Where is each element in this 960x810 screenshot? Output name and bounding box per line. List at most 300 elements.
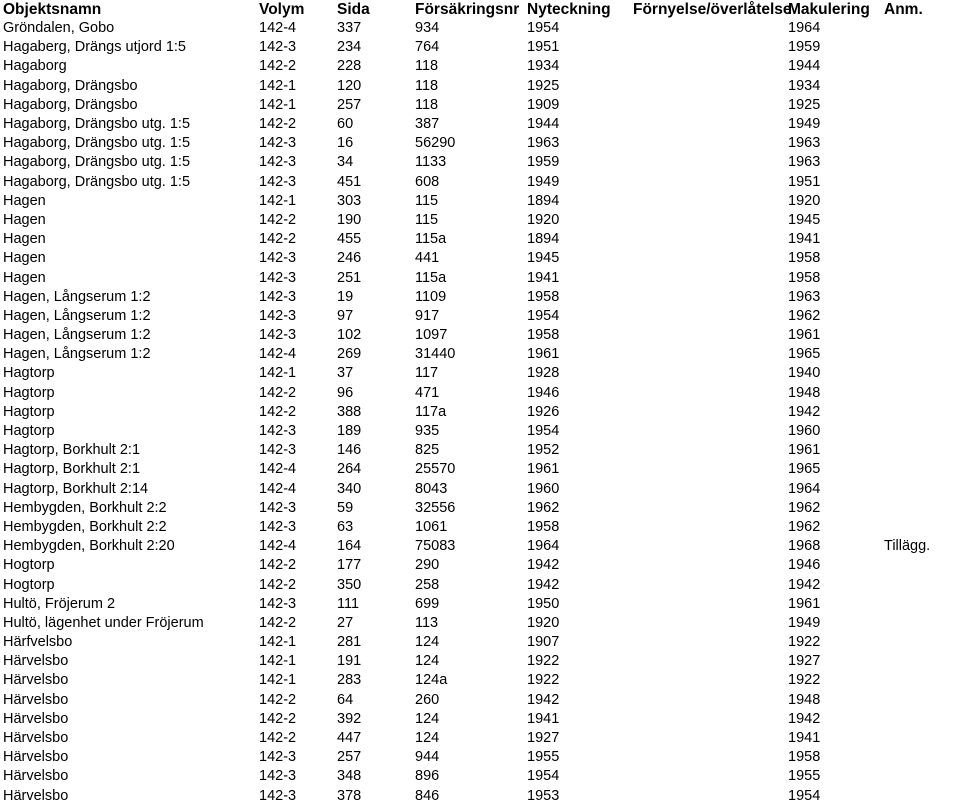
cell-sida: 34 xyxy=(337,154,354,171)
cell-objektsnamn: Härfvelsbo xyxy=(3,634,73,651)
cell-forsakringsnr: 31440 xyxy=(415,346,456,363)
table-row xyxy=(0,710,960,729)
cell-volym: 142-3 xyxy=(259,288,297,305)
cell-volym: 142-4 xyxy=(259,538,297,555)
cell-fornyelse xyxy=(630,595,785,614)
cell-sida: 257 xyxy=(337,749,362,766)
cell-forsakringsnr: 471 xyxy=(415,384,440,401)
cell-fornyelse xyxy=(630,729,785,748)
cell-makulering: 1958 xyxy=(788,250,821,267)
cell-forsakringsnr: 25570 xyxy=(415,461,456,478)
cell-fornyelse xyxy=(630,230,785,249)
table-row xyxy=(0,307,960,326)
cell-objektsnamn: Hagaborg xyxy=(3,58,67,75)
table-row xyxy=(0,230,960,249)
cell-sida: 350 xyxy=(337,576,362,593)
cell-forsakringsnr: 124 xyxy=(415,730,440,747)
cell-volym: 142-3 xyxy=(259,595,297,612)
table-row xyxy=(0,480,960,499)
cell-volym: 142-1 xyxy=(259,634,297,651)
table-row xyxy=(0,575,960,594)
table-header xyxy=(0,0,960,19)
cell-forsakringsnr: 608 xyxy=(415,173,440,190)
cell-forsakringsnr: 1133 xyxy=(415,154,447,171)
cell-fornyelse xyxy=(630,460,785,479)
cell-anm xyxy=(881,441,960,460)
cell-forsakringsnr: 124 xyxy=(415,710,440,727)
cell-fornyelse xyxy=(630,364,785,383)
cell-makulering: 1965 xyxy=(788,461,821,478)
table-row xyxy=(0,211,960,230)
cell-forsakringsnr: 441 xyxy=(415,250,440,267)
cell-objektsnamn: Hembygden, Borkhult 2:20 xyxy=(3,538,175,555)
cell-forsakringsnr: 260 xyxy=(415,691,440,708)
header-row xyxy=(0,0,960,19)
cell-fornyelse xyxy=(630,345,785,364)
cell-makulering: 1945 xyxy=(788,211,821,228)
table-row xyxy=(0,77,960,96)
cell-forsakringsnr: 32556 xyxy=(415,499,456,516)
cell-fornyelse xyxy=(630,575,785,594)
table-row xyxy=(0,748,960,767)
cell-sida: 177 xyxy=(337,557,362,574)
cell-makulering: 1962 xyxy=(788,518,821,535)
cell-nyteckning: 1922 xyxy=(527,672,560,689)
cell-objektsnamn: Hagtorp xyxy=(3,365,55,382)
cell-anm xyxy=(881,480,960,499)
cell-volym: 142-2 xyxy=(259,576,297,593)
cell-forsakringsnr: 917 xyxy=(415,307,440,324)
cell-objektsnamn: Hagtorp xyxy=(3,423,55,440)
cell-volym: 142-3 xyxy=(259,154,297,171)
cell-volym: 142-2 xyxy=(259,384,297,401)
cell-volym: 142-1 xyxy=(259,96,297,113)
cell-makulering: 1941 xyxy=(788,730,821,747)
cell-fornyelse xyxy=(630,96,785,115)
cell-fornyelse xyxy=(630,518,785,537)
cell-fornyelse xyxy=(630,422,785,441)
cell-anm xyxy=(881,211,960,230)
cell-makulering: 1958 xyxy=(788,749,821,766)
table-row xyxy=(0,384,960,403)
cell-sida: 146 xyxy=(337,442,362,459)
cell-sida: 96 xyxy=(337,384,354,401)
cell-nyteckning: 1941 xyxy=(527,710,560,727)
cell-anm xyxy=(881,96,960,115)
cell-fornyelse xyxy=(630,441,785,460)
cell-anm xyxy=(881,556,960,575)
column-header-anm: Anm. xyxy=(884,0,923,18)
cell-forsakringsnr: 764 xyxy=(415,39,440,56)
cell-volym: 142-4 xyxy=(259,20,297,37)
cell-anm xyxy=(881,614,960,633)
cell-makulering: 1946 xyxy=(788,557,821,574)
cell-objektsnamn: Hagtorp, Borkhult 2:1 xyxy=(3,461,141,478)
column-header-nyteckning: Nyteckning xyxy=(527,0,611,18)
column-header-volym: Volym xyxy=(259,0,305,18)
cell-forsakringsnr: 846 xyxy=(415,787,440,804)
cell-makulering: 1962 xyxy=(788,499,821,516)
cell-sida: 102 xyxy=(337,327,362,344)
cell-volym: 142-3 xyxy=(259,787,297,804)
cell-objektsnamn: Hagaborg, Drängsbo utg. 1:5 xyxy=(3,173,191,190)
cell-objektsnamn: Gröndalen, Gobo xyxy=(3,20,115,37)
cell-volym: 142-4 xyxy=(259,461,297,478)
table-row xyxy=(0,96,960,115)
cell-forsakringsnr: 699 xyxy=(415,595,440,612)
cell-objektsnamn: Hembygden, Borkhult 2:2 xyxy=(3,499,167,516)
cell-nyteckning: 1960 xyxy=(527,480,560,497)
cell-makulering: 1942 xyxy=(788,710,821,727)
cell-anm xyxy=(881,460,960,479)
cell-makulering: 1949 xyxy=(788,116,821,133)
cell-makulering: 1927 xyxy=(788,653,821,670)
cell-sida: 257 xyxy=(337,96,362,113)
cell-nyteckning: 1894 xyxy=(527,231,560,248)
column-header-objektsnamn: Objektsnamn xyxy=(3,0,102,18)
table-row xyxy=(0,19,960,38)
cell-forsakringsnr: 124 xyxy=(415,634,440,651)
cell-nyteckning: 1946 xyxy=(527,384,560,401)
cell-makulering: 1961 xyxy=(788,327,821,344)
cell-sida: 451 xyxy=(337,173,362,190)
cell-anm xyxy=(881,499,960,518)
cell-volym: 142-3 xyxy=(259,39,297,56)
cell-nyteckning: 1942 xyxy=(527,691,560,708)
cell-sida: 337 xyxy=(337,20,362,37)
cell-volym: 142-4 xyxy=(259,346,297,363)
cell-objektsnamn: Hagen, Långserum 1:2 xyxy=(3,327,151,344)
cell-makulering: 1922 xyxy=(788,672,821,689)
cell-objektsnamn: Härvelsbo xyxy=(3,768,69,785)
cell-makulering: 1940 xyxy=(788,365,821,382)
cell-makulering: 1942 xyxy=(788,403,821,420)
cell-nyteckning: 1954 xyxy=(527,423,560,440)
cell-anm xyxy=(881,787,960,806)
cell-anm xyxy=(881,364,960,383)
cell-makulering: 1920 xyxy=(788,192,821,209)
cell-anm xyxy=(881,671,960,690)
table-row xyxy=(0,691,960,710)
cell-nyteckning: 1953 xyxy=(527,787,560,804)
cell-objektsnamn: Hagen xyxy=(3,269,46,286)
cell-fornyelse xyxy=(630,614,785,633)
cell-anm xyxy=(881,595,960,614)
cell-sida: 59 xyxy=(337,499,354,516)
cell-objektsnamn: Härvelsbo xyxy=(3,653,69,670)
cell-anm xyxy=(881,153,960,172)
cell-makulering: 1949 xyxy=(788,614,821,631)
cell-nyteckning: 1894 xyxy=(527,192,560,209)
cell-nyteckning: 1928 xyxy=(527,365,560,382)
cell-forsakringsnr: 56290 xyxy=(415,135,456,152)
cell-volym: 142-3 xyxy=(259,749,297,766)
cell-volym: 142-3 xyxy=(259,269,297,286)
cell-fornyelse xyxy=(630,192,785,211)
cell-anm xyxy=(881,134,960,153)
cell-sida: 228 xyxy=(337,58,362,75)
cell-forsakringsnr: 290 xyxy=(415,557,440,574)
cell-sida: 283 xyxy=(337,672,362,689)
table-row xyxy=(0,441,960,460)
table-row xyxy=(0,633,960,652)
cell-objektsnamn: Hagaborg, Drängsbo utg. 1:5 xyxy=(3,116,191,133)
column-header-makulering: Makulering xyxy=(788,0,870,18)
cell-sida: 264 xyxy=(337,461,362,478)
table-row xyxy=(0,422,960,441)
cell-objektsnamn: Hultö, lägenhet under Fröjerum xyxy=(3,614,204,631)
cell-forsakringsnr: 115a xyxy=(415,231,447,248)
cell-objektsnamn: Hagaborg, Drängsbo xyxy=(3,96,138,113)
cell-nyteckning: 1925 xyxy=(527,77,560,94)
cell-fornyelse xyxy=(630,288,785,307)
cell-makulering: 1948 xyxy=(788,384,821,401)
cell-sida: 27 xyxy=(337,614,354,631)
cell-forsakringsnr: 1061 xyxy=(415,518,448,535)
cell-makulering: 1964 xyxy=(788,20,821,37)
cell-sida: 251 xyxy=(337,269,362,286)
cell-sida: 348 xyxy=(337,768,362,785)
cell-volym: 142-1 xyxy=(259,365,297,382)
cell-volym: 142-3 xyxy=(259,135,297,152)
cell-fornyelse xyxy=(630,403,785,422)
cell-volym: 142-2 xyxy=(259,211,297,228)
cell-forsakringsnr: 944 xyxy=(415,749,440,766)
cell-makulering: 1948 xyxy=(788,691,821,708)
cell-fornyelse xyxy=(630,115,785,134)
cell-forsakringsnr: 115 xyxy=(415,211,439,228)
cell-forsakringsnr: 115a xyxy=(415,269,447,286)
cell-fornyelse xyxy=(630,499,785,518)
cell-makulering: 1961 xyxy=(788,442,821,459)
cell-makulering: 1934 xyxy=(788,77,821,94)
table-row xyxy=(0,729,960,748)
cell-sida: 246 xyxy=(337,250,362,267)
cell-forsakringsnr: 825 xyxy=(415,442,440,459)
cell-anm xyxy=(881,77,960,96)
cell-sida: 392 xyxy=(337,710,362,727)
cell-nyteckning: 1941 xyxy=(527,269,560,286)
cell-volym: 142-2 xyxy=(259,116,297,133)
cell-sida: 340 xyxy=(337,480,362,497)
cell-objektsnamn: Hagen, Långserum 1:2 xyxy=(3,307,151,324)
cell-sida: 189 xyxy=(337,423,362,440)
cell-objektsnamn: Hagaborg, Drängsbo utg. 1:5 xyxy=(3,154,191,171)
cell-nyteckning: 1952 xyxy=(527,442,560,459)
cell-objektsnamn: Hagen, Långserum 1:2 xyxy=(3,346,151,363)
cell-nyteckning: 1958 xyxy=(527,518,560,535)
cell-makulering: 1968 xyxy=(788,538,821,555)
table-row xyxy=(0,268,960,287)
cell-forsakringsnr: 935 xyxy=(415,423,440,440)
cell-sida: 64 xyxy=(337,691,354,708)
cell-volym: 142-1 xyxy=(259,653,297,670)
cell-volym: 142-2 xyxy=(259,231,297,248)
cell-objektsnamn: Hagen xyxy=(3,192,46,209)
cell-volym: 142-3 xyxy=(259,768,297,785)
cell-anm xyxy=(881,345,960,364)
cell-nyteckning: 1927 xyxy=(527,730,560,747)
cell-objektsnamn: Hagen, Långserum 1:2 xyxy=(3,288,151,305)
table-row xyxy=(0,767,960,786)
cell-volym: 142-2 xyxy=(259,58,297,75)
cell-objektsnamn: Härvelsbo xyxy=(3,710,69,727)
cell-anm xyxy=(881,249,960,268)
cell-objektsnamn: Hagen xyxy=(3,250,46,267)
table-row xyxy=(0,173,960,192)
cell-nyteckning: 1958 xyxy=(527,288,560,305)
cell-nyteckning: 1964 xyxy=(527,538,560,555)
cell-objektsnamn: Härvelsbo xyxy=(3,730,69,747)
cell-nyteckning: 1951 xyxy=(527,39,560,56)
cell-makulering: 1959 xyxy=(788,39,821,56)
cell-objektsnamn: Hagtorp xyxy=(3,403,55,420)
cell-nyteckning: 1920 xyxy=(527,211,560,228)
cell-volym: 142-2 xyxy=(259,691,297,708)
cell-forsakringsnr: 118 xyxy=(415,58,439,75)
table-row xyxy=(0,288,960,307)
cell-nyteckning: 1954 xyxy=(527,20,560,37)
cell-fornyelse xyxy=(630,384,785,403)
cell-anm xyxy=(881,192,960,211)
cell-fornyelse xyxy=(630,691,785,710)
cell-fornyelse xyxy=(630,77,785,96)
cell-objektsnamn: Hagen xyxy=(3,211,46,228)
cell-fornyelse xyxy=(630,38,785,57)
cell-sida: 303 xyxy=(337,192,362,209)
table-body xyxy=(0,19,960,806)
cell-anm xyxy=(881,729,960,748)
cell-anm: Tillägg. xyxy=(884,538,931,555)
cell-nyteckning: 1922 xyxy=(527,653,560,670)
cell-makulering: 1965 xyxy=(788,346,821,363)
cell-volym: 142-1 xyxy=(259,77,297,94)
cell-nyteckning: 1934 xyxy=(527,58,560,75)
cell-objektsnamn: Hagtorp, Borkhult 2:14 xyxy=(3,480,149,497)
cell-forsakringsnr: 115 xyxy=(415,192,439,209)
cell-nyteckning: 1961 xyxy=(527,461,560,478)
cell-nyteckning: 1909 xyxy=(527,96,560,113)
cell-makulering: 1925 xyxy=(788,96,821,113)
cell-anm xyxy=(881,748,960,767)
cell-anm xyxy=(881,575,960,594)
cell-nyteckning: 1907 xyxy=(527,634,560,651)
table-row xyxy=(0,115,960,134)
table-row xyxy=(0,460,960,479)
table-row xyxy=(0,787,960,806)
cell-anm xyxy=(881,288,960,307)
table-row xyxy=(0,556,960,575)
cell-fornyelse xyxy=(630,19,785,38)
cell-makulering: 1962 xyxy=(788,307,821,324)
cell-anm xyxy=(881,691,960,710)
cell-forsakringsnr: 118 xyxy=(415,96,439,113)
cell-anm xyxy=(881,268,960,287)
cell-anm xyxy=(881,38,960,57)
cell-volym: 142-2 xyxy=(259,730,297,747)
table-row xyxy=(0,671,960,690)
cell-sida: 455 xyxy=(337,231,362,248)
cell-anm xyxy=(881,57,960,76)
cell-nyteckning: 1959 xyxy=(527,154,560,171)
cell-nyteckning: 1942 xyxy=(527,576,560,593)
cell-sida: 120 xyxy=(337,77,362,94)
cell-fornyelse xyxy=(630,326,785,345)
cell-sida: 97 xyxy=(337,307,354,324)
cell-volym: 142-3 xyxy=(259,173,297,190)
cell-fornyelse xyxy=(630,249,785,268)
cell-forsakringsnr: 113 xyxy=(415,614,439,631)
cell-forsakringsnr: 75083 xyxy=(415,538,456,555)
cell-sida: 378 xyxy=(337,787,362,804)
cell-fornyelse xyxy=(630,480,785,499)
cell-fornyelse xyxy=(630,153,785,172)
cell-nyteckning: 1920 xyxy=(527,614,560,631)
table-row xyxy=(0,364,960,383)
cell-objektsnamn: Hogtorp xyxy=(3,557,55,574)
table-row xyxy=(0,403,960,422)
table-row xyxy=(0,38,960,57)
table-row xyxy=(0,153,960,172)
cell-anm xyxy=(881,384,960,403)
cell-nyteckning: 1963 xyxy=(527,135,560,152)
table-row xyxy=(0,614,960,633)
cell-anm xyxy=(881,115,960,134)
cell-sida: 269 xyxy=(337,346,362,363)
table-row xyxy=(0,499,960,518)
cell-makulering: 1922 xyxy=(788,634,821,651)
cell-forsakringsnr: 387 xyxy=(415,116,440,133)
cell-objektsnamn: Härvelsbo xyxy=(3,749,69,766)
cell-makulering: 1955 xyxy=(788,768,821,785)
cell-objektsnamn: Härvelsbo xyxy=(3,691,69,708)
cell-nyteckning: 1945 xyxy=(527,250,560,267)
cell-forsakringsnr: 1097 xyxy=(415,327,448,344)
cell-sida: 60 xyxy=(337,116,354,133)
cell-makulering: 1963 xyxy=(788,154,821,171)
cell-sida: 447 xyxy=(337,730,362,747)
cell-anm xyxy=(881,230,960,249)
column-header-fornyelse: Förnyelse/överlåtelse xyxy=(633,0,792,18)
cell-forsakringsnr: 1109 xyxy=(415,288,447,305)
cell-anm xyxy=(881,19,960,38)
cell-volym: 142-4 xyxy=(259,480,297,497)
cell-fornyelse xyxy=(630,767,785,786)
cell-forsakringsnr: 896 xyxy=(415,768,440,785)
cell-anm xyxy=(881,307,960,326)
cell-fornyelse xyxy=(630,268,785,287)
table-row xyxy=(0,134,960,153)
cell-fornyelse xyxy=(630,671,785,690)
cell-anm xyxy=(881,710,960,729)
cell-nyteckning: 1955 xyxy=(527,749,560,766)
cell-volym: 142-1 xyxy=(259,192,297,209)
cell-forsakringsnr: 124 xyxy=(415,653,440,670)
cell-nyteckning: 1962 xyxy=(527,499,560,516)
cell-forsakringsnr: 8043 xyxy=(415,480,448,497)
cell-makulering: 1941 xyxy=(788,231,821,248)
cell-volym: 142-1 xyxy=(259,672,297,689)
cell-sida: 164 xyxy=(337,538,362,555)
cell-fornyelse xyxy=(630,748,785,767)
table-row xyxy=(0,652,960,671)
cell-fornyelse xyxy=(630,173,785,192)
cell-objektsnamn: Hembygden, Borkhult 2:2 xyxy=(3,518,167,535)
cell-sida: 19 xyxy=(337,288,354,305)
cell-forsakringsnr: 934 xyxy=(415,20,440,37)
cell-nyteckning: 1954 xyxy=(527,768,560,785)
cell-sida: 281 xyxy=(337,634,362,651)
